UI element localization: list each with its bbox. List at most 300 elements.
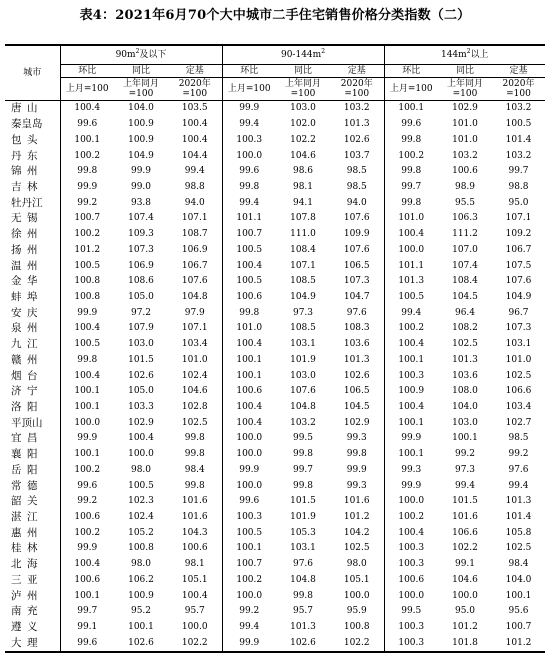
index-value-cell: 104.0 (452, 402, 478, 413)
city-name: 湛江 (11, 511, 38, 524)
index-value-cell: 98.6 (292, 166, 314, 177)
index-value-cell: 111.2 (452, 229, 478, 240)
city-name: 岳阳 (11, 463, 38, 476)
index-value-cell: 103.3 (128, 402, 154, 413)
index-value-cell: 100.7 (60, 211, 114, 227)
table-row (5, 510, 545, 526)
index-value-cell: 100.3 (384, 557, 438, 573)
index-value-cell: 101.2 (343, 512, 370, 523)
index-value-cell: 108.4 (290, 244, 316, 255)
base-header-cell: 上月=100 (222, 78, 276, 101)
table-row (5, 494, 545, 510)
index-value-cell: 100.2 (60, 227, 114, 243)
index-value-cell: 100.4 (181, 119, 208, 130)
index-value-cell: 109.2 (505, 229, 532, 240)
index-value-cell: 100.1 (384, 415, 438, 431)
index-value-cell: 100.2 (60, 525, 114, 541)
index-value-cell: 104.8 (290, 402, 316, 413)
index-value-cell: 99.6 (60, 117, 114, 133)
city-name: 常德 (11, 479, 38, 492)
index-value-cell: 99.6 (60, 478, 114, 494)
index-value-cell: 98.8 (184, 181, 205, 192)
index-value-cell: 103.4 (505, 402, 532, 413)
index-value-cell: 95.6 (508, 606, 529, 617)
index-value-cell: 103.1 (290, 339, 316, 350)
index-value-cell: 99.6 (222, 494, 276, 510)
index-value-cell: 97.6 (346, 307, 367, 318)
index-value-cell: 103.2 (290, 417, 316, 428)
index-value-cell: 102.8 (181, 402, 208, 413)
index-value-cell: 107.9 (128, 323, 154, 334)
index-value-cell: 98.0 (346, 559, 367, 570)
index-value-cell: 94.0 (346, 197, 367, 208)
index-value-cell: 99.1 (60, 620, 114, 636)
base-header-cell: 上年同月=100 (276, 78, 330, 101)
index-value-cell: 100.6 (222, 290, 276, 306)
group-header-small: $90m^2$及以下 (60, 45, 222, 65)
index-value-cell: 107.6 (290, 386, 316, 397)
index-value-cell: 102.3 (128, 496, 154, 507)
index-value-cell: 101.0 (452, 134, 478, 145)
index-value-cell: 101.9 (290, 354, 316, 365)
index-value-cell: 101.6 (181, 512, 208, 523)
index-value-cell: 107.6 (343, 213, 370, 224)
index-value-cell: 99.8 (384, 132, 438, 148)
index-value-cell: 103.1 (505, 339, 532, 350)
index-value-cell: 101.0 (181, 354, 208, 365)
index-value-cell: 102.5 (505, 370, 532, 381)
index-value-cell: 99.8 (184, 433, 205, 444)
index-value-cell: 103.4 (181, 339, 208, 350)
index-value-cell: 106.7 (505, 244, 532, 255)
index-value-cell: 107.6 (181, 276, 208, 287)
index-value-cell: 100.4 (222, 415, 276, 431)
index-value-cell: 105.2 (128, 527, 154, 538)
table-row (5, 588, 545, 604)
index-value-cell: 95.5 (454, 197, 476, 208)
index-value-cell: 98.4 (508, 559, 529, 570)
index-value-cell: 102.2 (290, 134, 316, 145)
table-row (5, 447, 545, 463)
index-value-cell: 101.0 (452, 119, 478, 130)
index-value-cell: 99.8 (222, 305, 276, 321)
index-value-cell: 104.2 (343, 527, 370, 538)
index-value-cell: 100.4 (384, 525, 438, 541)
index-value-cell: 95.0 (454, 606, 476, 617)
index-value-cell: 107.5 (505, 260, 532, 271)
index-value-cell: 100.7 (222, 557, 276, 573)
index-value-cell: 99.9 (130, 166, 152, 177)
index-value-cell: 107.1 (181, 213, 208, 224)
index-value-cell: 106.2 (128, 574, 154, 585)
index-value-cell: 99.9 (346, 464, 367, 475)
index-value-cell: 100.9 (128, 590, 154, 601)
city-name: 三亚 (11, 573, 38, 586)
index-value-cell: 100.3 (222, 510, 276, 526)
index-value-cell: 107.0 (452, 244, 478, 255)
table-row (5, 274, 545, 290)
sub-header-cell: 环比 (222, 65, 276, 78)
city-name: 赣州 (11, 353, 38, 366)
index-value-cell: 101.3 (290, 622, 316, 633)
base-header-cell: 上月=100 (60, 78, 114, 101)
index-value-cell: 103.0 (128, 339, 154, 350)
index-value-cell: 100.7 (505, 622, 532, 633)
table-row (5, 541, 545, 557)
table-row (5, 353, 545, 369)
table-row (5, 211, 545, 227)
index-value-cell: 101.3 (505, 496, 532, 507)
index-value-cell: 99.8 (292, 449, 314, 460)
index-value-cell: 108.4 (452, 276, 478, 287)
index-value-cell: 101.1 (222, 211, 276, 227)
index-value-cell: 102.6 (343, 370, 370, 381)
index-value-cell: 104.5 (343, 402, 370, 413)
index-value-cell: 105.1 (181, 574, 208, 585)
index-value-cell: 100.4 (60, 368, 114, 384)
index-value-cell: 101.5 (452, 496, 478, 507)
index-value-cell: 109.3 (128, 229, 154, 240)
table-row (5, 635, 545, 652)
index-value-cell: 99.6 (60, 635, 114, 652)
index-value-cell: 105.0 (128, 291, 154, 302)
base-header-cell: 2020年=100 (168, 78, 222, 101)
index-value-cell: 100.0 (222, 148, 276, 164)
index-value-cell: 100.1 (384, 447, 438, 463)
city-name: 蚌埠 (11, 290, 38, 303)
index-value-cell: 104.7 (343, 291, 370, 302)
city-name: 扬州 (11, 243, 38, 256)
index-value-cell: 102.5 (343, 543, 370, 554)
index-value-cell: 101.5 (290, 496, 316, 507)
index-value-cell: 103.2 (343, 103, 370, 114)
index-value-cell: 101.2 (60, 242, 114, 258)
index-value-cell: 103.0 (290, 370, 316, 381)
table-row (5, 400, 545, 416)
table-row (5, 525, 545, 541)
index-value-cell: 103.1 (290, 543, 316, 554)
index-value-cell: 100.0 (384, 242, 438, 258)
index-value-cell: 100.0 (222, 588, 276, 604)
index-value-cell: 100.3 (384, 368, 438, 384)
index-value-cell: 101.0 (384, 211, 438, 227)
city-name: 无锡 (11, 212, 38, 225)
index-value-cell: 100.4 (384, 227, 438, 243)
index-value-cell: 102.6 (276, 635, 330, 652)
index-value-cell: 99.1 (454, 559, 476, 570)
index-value-cell: 100.2 (384, 148, 438, 164)
city-name: 唐山 (11, 102, 38, 115)
index-value-cell: 100.2 (384, 321, 438, 337)
index-value-cell: 96.7 (508, 307, 529, 318)
city-name: 安庆 (11, 306, 38, 319)
index-value-cell: 102.0 (290, 119, 316, 130)
index-value-cell: 100.6 (452, 166, 478, 177)
table-row (5, 463, 545, 479)
index-value-cell: 99.9 (222, 463, 276, 479)
index-value-cell: 100.2 (60, 148, 114, 164)
index-value-cell: 100.1 (60, 400, 114, 416)
index-value-cell: 100.4 (181, 134, 208, 145)
index-value-cell: 108.7 (181, 229, 208, 240)
index-value-cell: 107.4 (128, 213, 154, 224)
index-value-cell: 100.5 (222, 274, 276, 290)
index-value-cell: 100.1 (222, 541, 276, 557)
index-value-cell: 100.5 (384, 290, 438, 306)
index-value-cell: 100.3 (384, 635, 438, 652)
index-value-cell: 104.5 (452, 291, 478, 302)
table-row (5, 290, 545, 306)
index-value-cell: 101.9 (290, 512, 316, 523)
index-value-cell: 103.5 (181, 103, 208, 114)
index-value-cell: 100.8 (60, 290, 114, 306)
index-value-cell: 99.6 (384, 117, 438, 133)
index-value-cell: 93.8 (130, 197, 152, 208)
index-value-cell: 106.3 (452, 213, 478, 224)
index-value-cell: 102.2 (168, 635, 222, 652)
index-value-cell: 107.6 (343, 244, 370, 255)
index-value-cell: 99.7 (292, 464, 314, 475)
city-name: 韶关 (11, 495, 38, 508)
index-value-cell: 100.6 (384, 573, 438, 589)
index-value-cell: 97.3 (454, 464, 476, 475)
index-value-cell: 99.8 (292, 590, 314, 601)
index-value-cell: 100.4 (60, 557, 114, 573)
index-value-cell: 99.4 (384, 305, 438, 321)
index-value-cell: 100.0 (181, 622, 208, 633)
sub-header-cell: 同比 (276, 65, 330, 78)
city-name: 包头 (11, 133, 38, 146)
sub-header-cell: 环比 (384, 65, 438, 78)
index-value-cell: 99.7 (508, 166, 529, 177)
table-row (5, 321, 545, 337)
index-value-cell: 100.1 (222, 368, 276, 384)
index-value-cell: 99.9 (60, 431, 114, 447)
index-value-cell: 95.0 (508, 197, 529, 208)
index-value-cell: 102.5 (181, 417, 208, 428)
index-value-cell: 100.6 (60, 573, 114, 589)
table-row (5, 258, 545, 274)
index-value-cell: 100.4 (181, 590, 208, 601)
table-row (5, 305, 545, 321)
index-value-cell: 96.4 (454, 307, 476, 318)
index-value-cell: 99.4 (222, 195, 276, 211)
index-value-cell: 102.6 (114, 635, 168, 652)
table-body (5, 101, 545, 653)
table-row (5, 368, 545, 384)
index-value-cell: 104.0 (128, 103, 154, 114)
index-value-cell: 106.6 (452, 527, 478, 538)
city-name: 锦州 (11, 165, 38, 178)
city-name: 泸州 (11, 589, 38, 602)
index-value-cell: 100.0 (222, 431, 276, 447)
index-value-cell: 100.1 (60, 132, 114, 148)
index-value-cell: 99.9 (384, 478, 438, 494)
index-value-cell: 106.5 (343, 386, 370, 397)
index-value-cell: 102.9 (452, 103, 478, 114)
index-value-cell: 100.1 (222, 353, 276, 369)
index-value-cell: 104.4 (181, 150, 208, 161)
index-value-cell: 101.3 (384, 274, 438, 290)
table-row (5, 384, 545, 400)
index-value-cell: 100.3 (384, 541, 438, 557)
base-header-cell: 2020年=100 (330, 78, 384, 101)
index-value-cell: 101.0 (505, 354, 532, 365)
index-value-cell: 99.8 (346, 449, 367, 460)
index-value-cell: 103.6 (343, 339, 370, 350)
index-value-cell: 102.5 (452, 339, 478, 350)
table-row (5, 242, 545, 258)
city-name: 宜昌 (11, 432, 38, 445)
index-value-cell: 101.1 (384, 258, 438, 274)
sub-header-cell: 定基 (492, 65, 545, 78)
table-row (5, 180, 545, 196)
index-value-cell: 98.1 (184, 559, 205, 570)
index-value-cell: 101.6 (181, 496, 208, 507)
index-value-cell: 102.2 (330, 635, 384, 652)
index-value-cell: 98.4 (184, 464, 205, 475)
index-value-cell: 104.6 (290, 150, 316, 161)
city-name: 大理 (5, 635, 60, 652)
index-value-cell: 100.0 (222, 447, 276, 463)
index-value-cell: 99.3 (346, 433, 367, 444)
index-value-cell: 100.5 (505, 119, 532, 130)
index-value-cell: 107.4 (452, 260, 478, 271)
table-row (5, 227, 545, 243)
index-value-cell: 97.3 (292, 307, 314, 318)
index-value-cell: 97.6 (508, 464, 529, 475)
index-value-cell: 99.0 (130, 181, 152, 192)
city-name: 济宁 (11, 385, 38, 398)
index-value-cell: 103.2 (505, 150, 532, 161)
index-value-cell: 95.7 (292, 606, 314, 617)
index-value-cell: 99.4 (184, 166, 205, 177)
table-header (5, 45, 545, 101)
index-value-cell: 101.4 (505, 512, 532, 523)
index-value-cell: 99.9 (60, 180, 114, 196)
city-name: 九江 (11, 338, 38, 351)
index-value-cell: 98.0 (130, 559, 152, 570)
index-value-cell: 101.6 (343, 496, 370, 507)
index-value-cell: 99.8 (60, 353, 114, 369)
index-value-cell: 103.0 (452, 417, 478, 428)
index-value-cell: 108.2 (452, 323, 478, 334)
index-value-cell: 105.8 (505, 527, 532, 538)
index-value-cell: 94.1 (292, 197, 314, 208)
index-value-cell: 100.4 (384, 337, 438, 353)
city-name: 平顶山 (11, 416, 43, 429)
index-value-cell: 99.9 (60, 305, 114, 321)
index-value-cell: 94.0 (184, 197, 205, 208)
index-value-cell: 100.1 (384, 101, 438, 117)
city-name: 洛阳 (11, 401, 38, 414)
index-value-cell: 99.2 (60, 494, 114, 510)
index-value-cell: 106.6 (505, 386, 532, 397)
index-value-cell: 99.5 (384, 604, 438, 620)
index-value-cell: 99.4 (222, 620, 276, 636)
table-row (5, 117, 545, 133)
index-value-cell: 99.2 (60, 195, 114, 211)
index-value-cell: 101.5 (128, 354, 154, 365)
index-value-cell: 104.0 (505, 574, 532, 585)
index-value-cell: 100.1 (384, 353, 438, 369)
table-row (5, 415, 545, 431)
index-value-cell: 108.3 (343, 323, 370, 334)
index-value-cell: 106.9 (181, 244, 208, 255)
index-value-cell: 95.9 (346, 606, 367, 617)
index-value-cell: 97.9 (184, 307, 205, 318)
index-value-cell: 99.7 (60, 604, 114, 620)
table-row (5, 573, 545, 589)
index-value-cell: 100.0 (128, 449, 154, 460)
city-name: 丹东 (11, 149, 38, 162)
index-value-cell: 100.9 (384, 384, 438, 400)
index-value-cell: 99.2 (222, 604, 276, 620)
index-value-cell: 107.3 (128, 244, 154, 255)
index-value-cell: 99.8 (292, 480, 314, 491)
index-value-cell: 107.6 (505, 276, 532, 287)
index-value-cell: 100.9 (128, 119, 154, 130)
index-value-cell: 100.8 (60, 274, 114, 290)
index-value-cell: 100.5 (222, 525, 276, 541)
index-value-cell: 100.5 (60, 337, 114, 353)
city-name: 烟台 (11, 369, 38, 382)
city-name: 徐州 (11, 228, 38, 241)
city-name: 泉州 (11, 322, 38, 335)
index-value-cell: 98.8 (508, 181, 529, 192)
city-name: 遵义 (11, 621, 38, 634)
index-value-cell: 98.0 (130, 464, 152, 475)
table-row (5, 478, 545, 494)
base-header-cell: 上年同月=100 (438, 78, 492, 101)
sub-header-cell: 同比 (438, 65, 492, 78)
index-value-cell: 99.3 (346, 480, 367, 491)
index-value-cell: 100.4 (384, 400, 438, 416)
city-column-header: 城市 (5, 45, 60, 101)
index-value-cell: 98.5 (508, 433, 529, 444)
city-name: 襄阳 (11, 448, 38, 461)
index-value-cell: 100.0 (222, 478, 276, 494)
index-value-cell: 101.6 (452, 512, 478, 523)
index-value-cell: 104.9 (128, 150, 154, 161)
base-header-row (5, 78, 545, 101)
index-value-cell: 99.9 (222, 635, 276, 652)
table-row (5, 604, 545, 620)
index-value-cell: 100.1 (60, 447, 114, 463)
index-value-cell: 100.5 (222, 242, 276, 258)
index-value-cell: 101.3 (343, 354, 370, 365)
index-value-cell: 100.1 (452, 433, 478, 444)
index-value-cell: 98.1 (292, 181, 314, 192)
index-value-cell: 108.5 (290, 323, 316, 334)
index-value-cell: 101.2 (452, 622, 478, 633)
city-name: 北海 (11, 558, 38, 571)
index-value-cell: 100.9 (128, 134, 154, 145)
index-value-cell: 100.0 (384, 588, 438, 604)
index-value-cell: 102.9 (128, 417, 154, 428)
index-value-cell: 104.9 (505, 291, 532, 302)
index-value-cell: 106.7 (181, 260, 208, 271)
index-value-cell: 103.0 (290, 103, 316, 114)
index-value-cell: 100.8 (128, 543, 154, 554)
index-value-cell: 102.4 (181, 370, 208, 381)
index-value-cell: 100.1 (128, 622, 154, 633)
index-value-cell: 111.0 (290, 229, 316, 240)
index-value-cell: 105.3 (290, 527, 316, 538)
index-value-cell: 107.8 (290, 213, 316, 224)
index-value-cell: 100.2 (222, 573, 276, 589)
index-value-cell: 102.6 (128, 370, 154, 381)
